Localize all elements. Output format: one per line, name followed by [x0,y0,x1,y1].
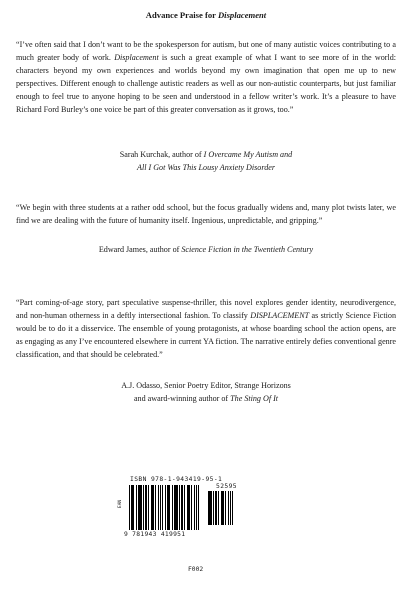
barcode-bar [162,485,163,530]
barcode-bar [179,485,180,530]
heading-book-title: Displacement [217,10,267,20]
ean-label: EAN [118,499,123,508]
printer-code: F002 [188,566,204,573]
barcode-bar [129,485,130,530]
barcode-bar [136,485,137,530]
quote-3-text-b: as strictly Science Fiction would be to do it a disservice. The ensemble of young protagonists, at whose boarding school the action opens, are as engaging as any I’ve encountered elsewhere in current YA fiction. The narrative entirely defies conventional genre classification, and that should be celebrated.” [16,311,396,359]
barcode-bar [194,485,195,530]
quote-3-text-a: “Part coming-of-age story, part speculative suspense-thriller, this novel explores gender identity, neurodivergence, and non-human otherness in a deftly intersectional fashion. To classify [16,298,396,320]
attribution-1-line-2 [16,161,396,174]
quote-1-title-italic: Displacement [114,53,159,62]
barcode-bar [176,485,177,530]
barcode-bar [151,485,152,530]
barcode-main-bars [129,485,201,530]
barcode-bar [198,485,199,530]
barcode-bar [210,491,211,525]
barcode-bar [225,491,226,525]
barcode-bar [172,485,173,530]
barcode-bar [148,485,149,530]
attribution-1-book-title-a: I Overcame My Autism and [203,150,293,159]
page-heading [0,10,412,20]
barcode-bar [228,491,229,525]
barcode-bar [232,491,233,525]
barcode-bar [165,485,166,530]
heading-prefix: Advance Praise for [145,10,218,20]
quote-2-attribution [16,243,396,256]
attribution-3-line-1: A.J. Odasso, Senior Poetry Editor, Strange Horizons [121,381,291,390]
barcode-bar [187,485,188,530]
barcode-bar [218,491,219,525]
isbn-barcode [116,476,236,556]
praise-quote-3 [16,296,396,361]
quote-3-title-italic: DISPLACEMENT [250,311,310,320]
attribution-1-line-1 [16,148,396,161]
attribution-3-author-prefix: and award-winning author of [133,394,231,403]
barcode-bar [169,485,170,530]
attribution-1-author: Sarah Kurchak, author of [119,150,204,159]
barcode-addon-digits: 52595 [216,483,237,490]
barcode-bar [213,491,214,525]
barcode-bar [133,485,134,530]
praise-quote-2: “We begin with three students at a rather odd school, but the focus gradually widens and, many plot twists later, we find we are dealing with the future of humanity itself. Ingenious, unpredictable, and gripping.” [16,203,396,225]
praise-quote-1 [16,38,396,116]
barcode-bar [191,485,192,530]
barcode-bar [221,491,222,525]
quote-1-text-b: is such a great example of what I want to see more of in the world: characters beyond my own experiences and worlds beyond my own imagination that open me up to new perspectives. Different enough to challenge autistic readers as well as our non-autistic counterparts, but just familiar enough to feel true to anyone hoping to be seen and understood in a fellow writer’s work. It’s a pleasure to have Richard Ford Burley’s one voice be part of this greater conversation as it grows, too.” [16,53,397,114]
attribution-3-line-2 [16,392,396,405]
attribution-3-book-title: The Sting Of It [230,394,279,403]
barcode-addon-bars [208,491,234,525]
attribution-2-author: Edward James, author of [98,245,182,254]
attribution-2-book-title: Science Fiction in the Twentieth Century [181,245,314,254]
isbn-text: ISBN 978-1-943419-95-1 [130,476,223,483]
barcode-bar [140,485,141,530]
barcode-bottom-digits: 9 781943 419951 [124,531,186,538]
quote-3-attribution [16,379,396,405]
barcode-bar [184,485,185,530]
barcode-bar [158,485,159,530]
barcode-bar [143,485,144,530]
quote-1-attribution [16,148,396,174]
attribution-1-book-title-b: All I Got Was This Lousy Anxiety Disorder [137,163,275,172]
quote-1-text-a: “I’ve often said that I don’t want to be the spokesperson for autism, but one of many autistic voices contributing to a much greater body of work. [16,40,396,62]
barcode-bar [155,485,156,530]
